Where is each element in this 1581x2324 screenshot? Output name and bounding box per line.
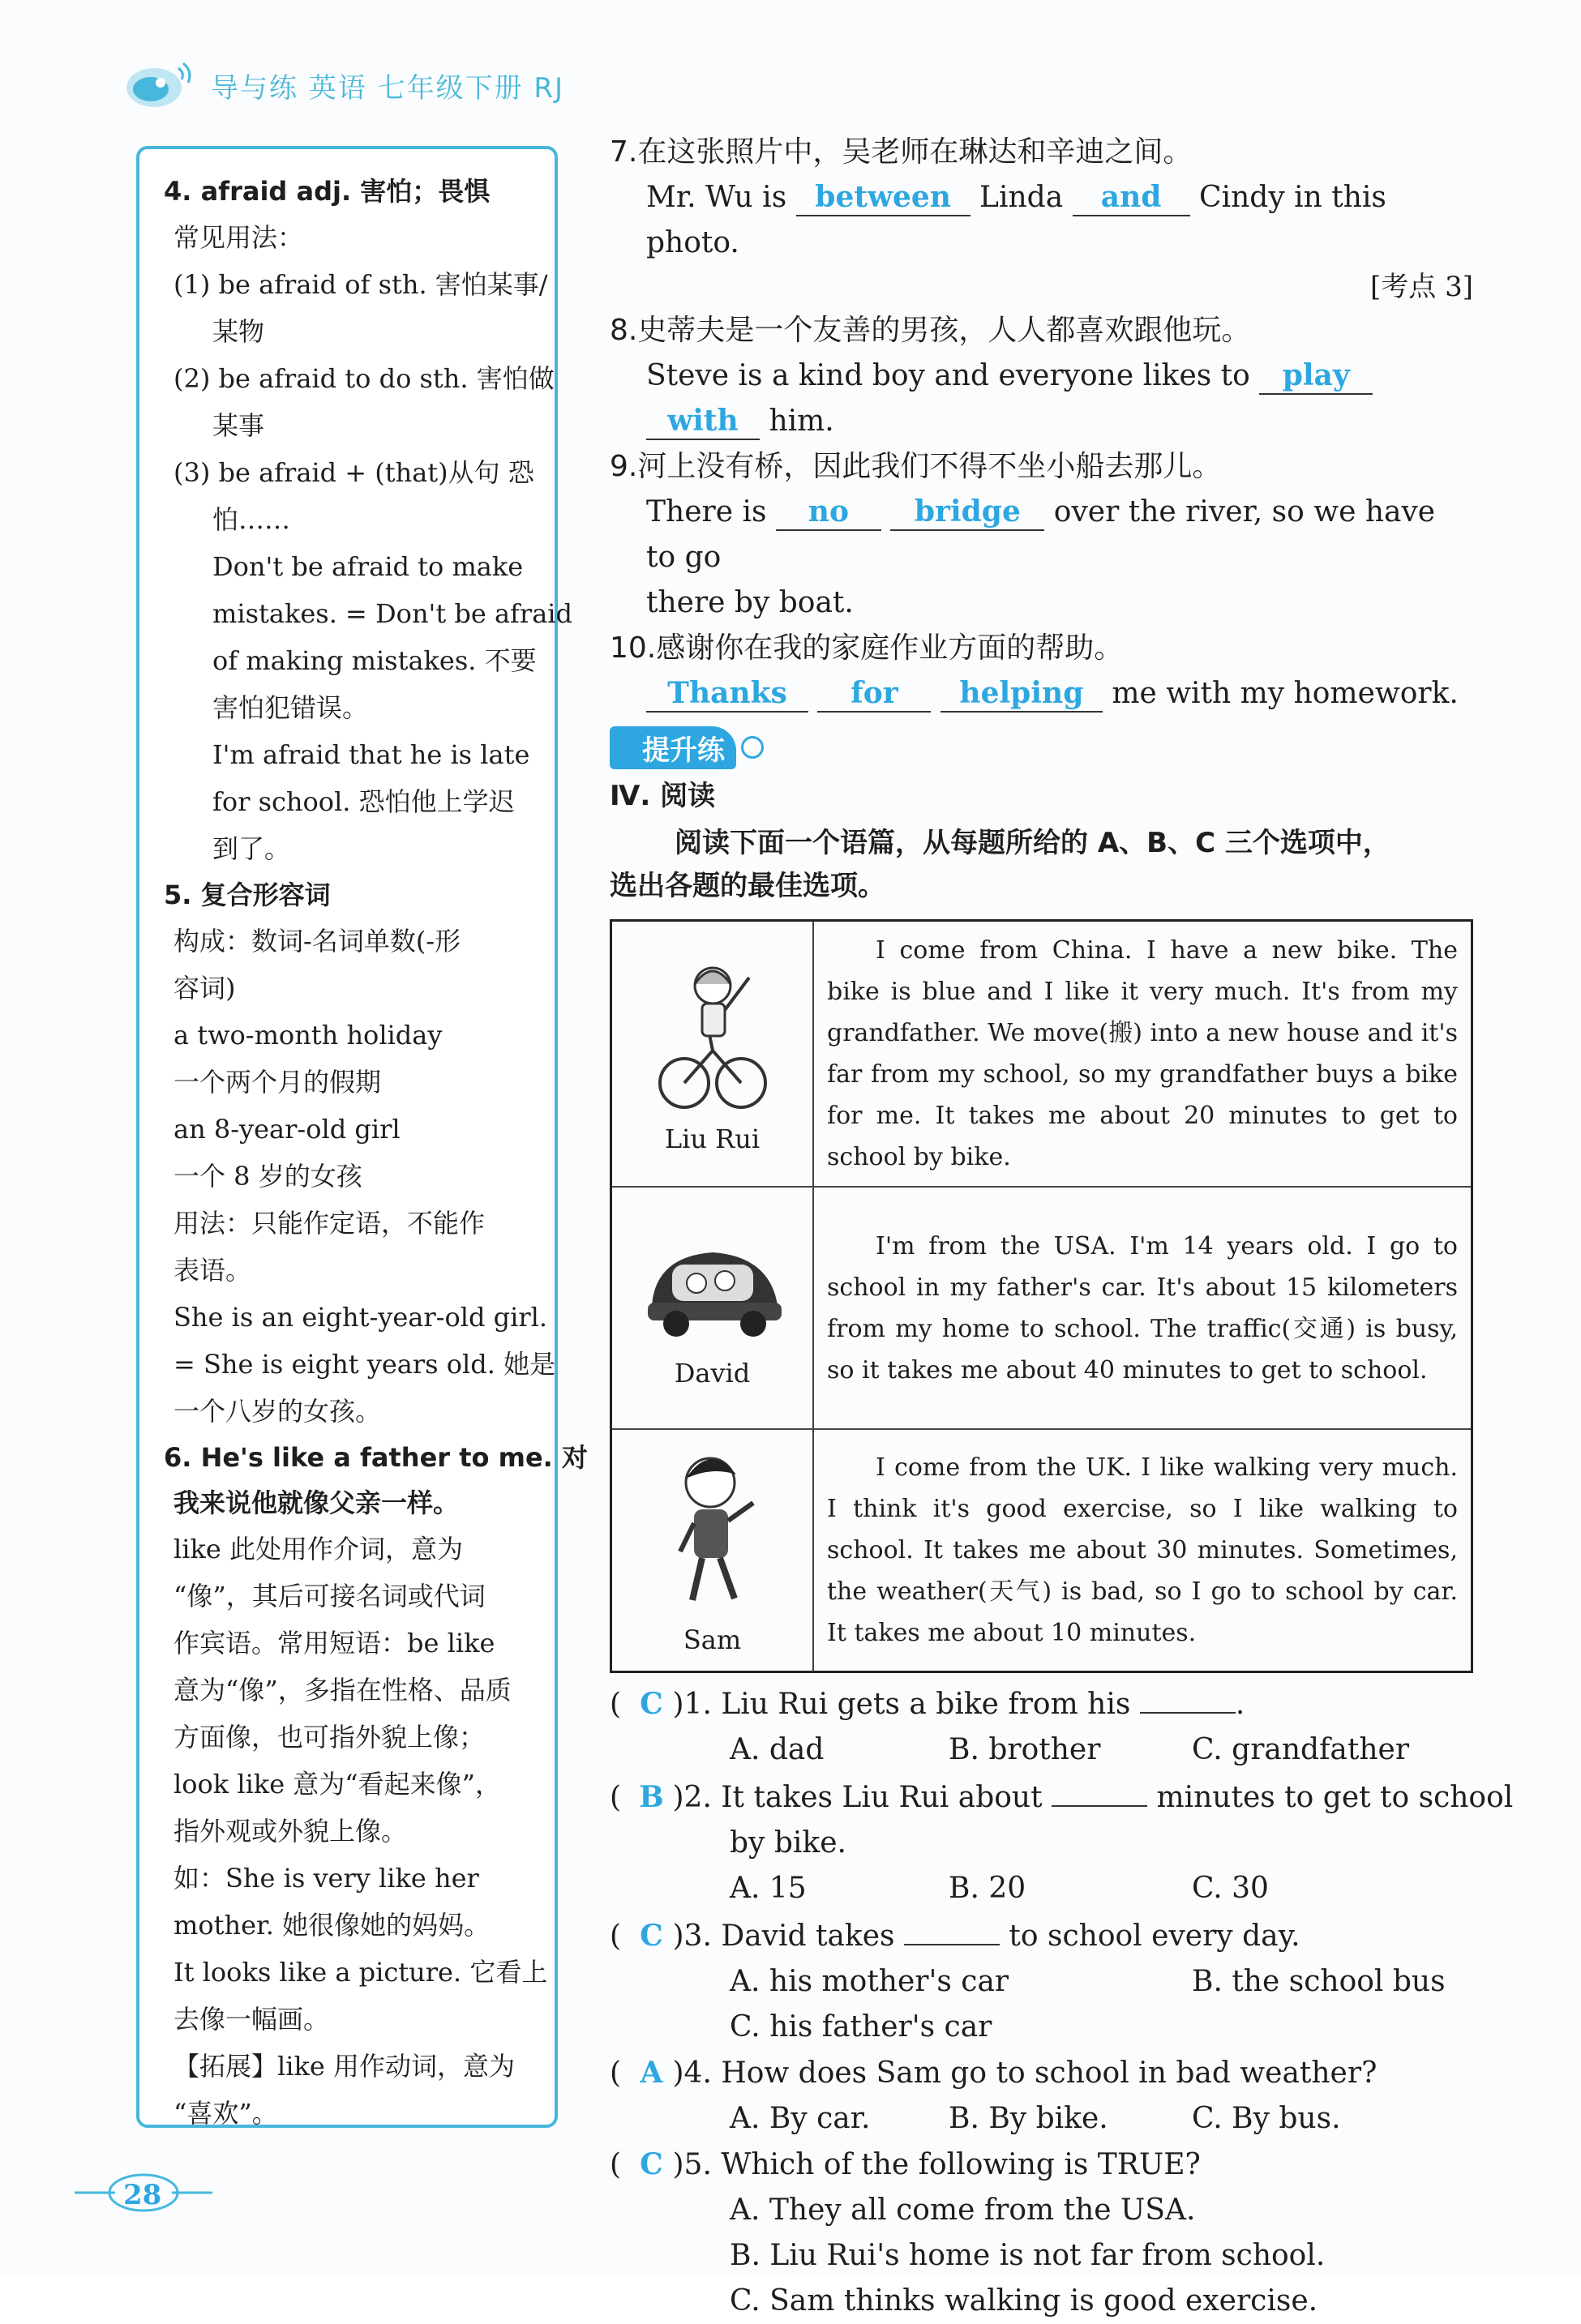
note-line: 去像一幅画。	[174, 2004, 330, 2035]
table-row	[611, 1187, 1472, 1429]
option: C. By bus.	[1192, 2102, 1341, 2135]
instructions-line: 阅读下面一个语篇，从每题所给的 A、B、C 三个选项中，	[675, 827, 1390, 859]
note-line: 容词)	[174, 973, 236, 1004]
note-line: 【拓展】like 用作动词，意为	[174, 2051, 515, 2082]
book-logo-icon	[122, 57, 195, 113]
mc-question-5: ( C )5. Which of the following is TRUE?	[610, 2142, 1473, 2188]
note-line: mother. 她很像她的妈妈。	[174, 1910, 491, 1941]
note-line: 一个 8 岁的女孩	[174, 1161, 362, 1192]
mc-question-4: ( A )4. How does Sam go to school in bad weather?	[610, 2050, 1473, 2096]
question-10	[610, 626, 1473, 671]
question-text: )4. How does Sam go to school in bad weather?	[672, 2057, 1377, 2090]
answer-blank: and	[1073, 179, 1190, 216]
question-text: .	[1235, 1688, 1245, 1721]
options	[610, 2005, 1473, 2050]
option: C. his father's car	[730, 2010, 992, 2044]
option: A. 15	[730, 1872, 807, 1905]
question-10-sentence	[610, 671, 1473, 717]
note-line: 用法：只能作定语，不能作	[174, 1208, 486, 1239]
sentence-part: Linda	[970, 181, 1073, 214]
note-line: It looks like a picture. 它看上	[174, 1957, 548, 1988]
blank-line	[1140, 1680, 1236, 1714]
page-footer	[75, 2156, 212, 2229]
mc-question-3: ( C )3. David takes to school every day.	[610, 1911, 1473, 1959]
question-text: )2. It takes Liu Rui about	[672, 1781, 1043, 1814]
section-tag: 提升练	[610, 726, 736, 769]
question-number: 9.	[610, 450, 638, 483]
options	[610, 2096, 1473, 2142]
notes-sidebar	[136, 146, 588, 2129]
answer-blank: no	[776, 494, 881, 531]
option: B. By bike.	[949, 2102, 1108, 2135]
question-text: 感谢你在我的家庭作业方面的帮助。	[656, 631, 1124, 665]
table-row	[611, 1429, 1472, 1672]
note-line: of making mistakes. 不要	[212, 645, 537, 676]
picture-cell	[611, 921, 814, 1188]
note-line: 常见用法：	[174, 222, 304, 253]
option: A. They all come from the USA.	[730, 2193, 1196, 2227]
note-line: like 此处用作介词，意为	[174, 1534, 463, 1564]
main-column	[610, 130, 1514, 2324]
note-line: (3) be afraid + (that)从句 恐	[174, 457, 534, 488]
answer-letter: C	[640, 1919, 663, 1953]
question-9	[610, 444, 1473, 490]
question-text: )5. Which of the following is TRUE?	[672, 2148, 1201, 2181]
question-7-sentence	[610, 175, 1473, 266]
note-line: “像”，其后可接名词或代词	[174, 1581, 486, 1611]
walking-boy-icon	[660, 1446, 765, 1616]
sentence-part: him.	[760, 404, 834, 438]
note-line: an 8-year-old girl	[174, 1114, 401, 1145]
note-line: “喜欢”。	[174, 2098, 278, 2129]
question-7	[610, 130, 1473, 175]
option: C. 30	[1192, 1872, 1269, 1905]
note-line: 作宾语。常用短语：be like	[174, 1628, 495, 1658]
sentence-part: me with my homework.	[1102, 677, 1459, 710]
mc-question-2: ( B )2. It takes Liu Rui about minutes to get to school	[610, 1773, 1473, 1821]
question-text: )1. Liu Rui gets a bike from his	[672, 1688, 1131, 1721]
sentence-part: There is	[646, 495, 776, 529]
boy-on-bike-icon	[652, 953, 773, 1115]
table-row	[611, 921, 1472, 1188]
sentence-part: Mr. Wu is	[646, 181, 796, 214]
note-line: 方面像，也可指外貌上像；	[174, 1722, 486, 1753]
note-line: (1) be afraid of sth. 害怕某事/	[174, 269, 548, 300]
question-text: )3. David takes	[672, 1920, 895, 1953]
answer-blank: helping	[940, 675, 1103, 713]
note-line: mistakes. = Don't be afraid	[212, 598, 572, 629]
person-name: David	[674, 1357, 751, 1389]
note-line: 到了。	[212, 833, 291, 864]
question-9-sentence	[610, 490, 1473, 580]
picture-cell	[611, 1429, 814, 1672]
answer-blank: with	[646, 403, 760, 440]
note-line: look like 意为“看起来像”，	[174, 1769, 502, 1800]
note-line: 一个八岁的女孩。	[174, 1396, 382, 1427]
person-name: Liu Rui	[664, 1123, 761, 1154]
note-line: I'm afraid that he is late	[212, 739, 530, 770]
note-line: (2) be afraid to do sth. 害怕做	[174, 363, 555, 394]
question-number: 8.	[610, 314, 638, 347]
person-name: Sam	[683, 1624, 742, 1655]
blank-line	[904, 1911, 1000, 1945]
note-line: 6. He's like a father to me. 对	[164, 1442, 588, 1473]
sentence-part: Cindy in this photo.	[646, 181, 1386, 259]
note-line: 指外观或外貌上像。	[174, 1816, 408, 1847]
reading-text: I come from China. I have a new bike. The bike is blue and I like it very much. It's from my grandfather. We move(搬) into a new house and it's far from my school, so my grandfather buys a bike for me. It takes me about 20 minutes to get to school by bike.	[813, 921, 1472, 1188]
blank-line	[1052, 1773, 1147, 1807]
note-line: 构成：数词-名词单数(-形	[174, 926, 461, 957]
reading-text: I come from the UK. I like walking very much. I think it's good exercise, so I like walking to school. It takes me about 30 minutes. Sometimes, the weather(天气) is bad, so I go to school by car. It takes me about 10 minutes.	[813, 1429, 1472, 1672]
section-banner	[610, 723, 1473, 772]
options	[610, 1959, 1473, 2005]
note-line: 怕……	[212, 504, 291, 535]
instructions-cont: 选出各题的最佳选项。	[610, 870, 885, 902]
page-number: 28	[123, 2179, 162, 2211]
family-car-icon	[640, 1228, 786, 1350]
option: A. By car.	[730, 2102, 871, 2135]
question-8	[610, 308, 1473, 353]
option: A. dad	[730, 1733, 825, 1766]
question-text: minutes to get to school	[1147, 1781, 1514, 1814]
note-line: 如：She is very like her	[174, 1863, 479, 1894]
note-line: 表语。	[174, 1255, 252, 1286]
part-heading: Ⅳ. 阅读	[610, 780, 716, 812]
answer-blank: play	[1259, 357, 1373, 395]
question-8-sentence	[610, 353, 1473, 444]
note-line: 某物	[212, 316, 265, 347]
note-line: = She is eight years old. 她是	[174, 1349, 556, 1380]
circle-icon	[741, 736, 764, 759]
options	[610, 1727, 1473, 1773]
reading-table	[610, 919, 1473, 1673]
mc-question-1: ( C )1. Liu Rui gets a bike from his .	[610, 1680, 1473, 1727]
question-number: 7.	[610, 135, 638, 169]
answer-blank: for	[817, 675, 931, 713]
exam-point-note: [考点 3]	[1370, 271, 1473, 303]
option: C. Sam thinks walking is good exercise.	[730, 2284, 1318, 2318]
option: B. brother	[949, 1733, 1101, 1766]
question-cont: by bike.	[730, 1826, 846, 1860]
option: B. the school bus	[1192, 1965, 1446, 1998]
note-line: 4. afraid adj. 害怕；畏惧	[164, 176, 491, 207]
question-text: 史蒂夫是一个友善的男孩，人人都喜欢跟他玩。	[637, 314, 1251, 347]
question-text: to school every day.	[999, 1920, 1300, 1953]
answer-letter: C	[640, 2147, 663, 2181]
option: B. Liu Rui's home is not far from school.	[730, 2239, 1326, 2272]
multiple-choice	[610, 1680, 1514, 2324]
question-9-sentence-cont: there by boat.	[646, 586, 854, 619]
note-line: She is an eight-year-old girl.	[174, 1302, 548, 1333]
instructions	[610, 820, 1473, 866]
question-text: 在这张照片中，吴老师在琳达和辛迪之间。	[637, 135, 1193, 169]
option: C. grandfather	[1192, 1733, 1410, 1766]
page-header	[122, 49, 564, 122]
answer-letter: C	[640, 1687, 663, 1721]
question-text: 河上没有桥，因此我们不得不坐小船去那儿。	[637, 450, 1222, 483]
reading-text: I'm from the USA. I'm 14 years old. I go to school in my father's car. It's about 15 kilometers from my home to school. The traffic(交通) is busy, so it takes me about 40 minutes to get to school.	[813, 1187, 1472, 1429]
note-line: 一个两个月的假期	[174, 1067, 382, 1098]
options	[610, 1866, 1473, 1911]
note-line: 意为“像”，多指在性格、品质	[174, 1675, 512, 1706]
note-line: 害怕犯错误。	[212, 692, 369, 723]
header-title: 导与练 英语 七年级下册 RJ	[211, 71, 565, 105]
option: A. his mother's car	[730, 1965, 1009, 1998]
sentence-part: Steve is a kind boy and everyone likes to	[646, 359, 1260, 392]
answer-letter: A	[640, 2056, 663, 2090]
note-line: a two-month holiday	[174, 1020, 443, 1051]
question-number: 10.	[610, 631, 657, 665]
sentence-part: over the river, so we have to go	[646, 495, 1436, 574]
note-line: 某事	[212, 410, 265, 441]
answer-blank: Thanks	[646, 675, 808, 713]
answer-letter: B	[639, 1780, 664, 1814]
note-line: 我来说他就像父亲一样。	[174, 1487, 460, 1518]
note-line: Don't be afraid to make	[212, 551, 524, 582]
answer-blank: bridge	[890, 494, 1044, 531]
note-line: for school. 恐怕他上学迟	[212, 786, 515, 817]
picture-cell	[611, 1187, 814, 1429]
answer-blank: between	[796, 179, 970, 216]
note-line: 5. 复合形容词	[164, 880, 331, 910]
option: B. 20	[949, 1872, 1026, 1905]
